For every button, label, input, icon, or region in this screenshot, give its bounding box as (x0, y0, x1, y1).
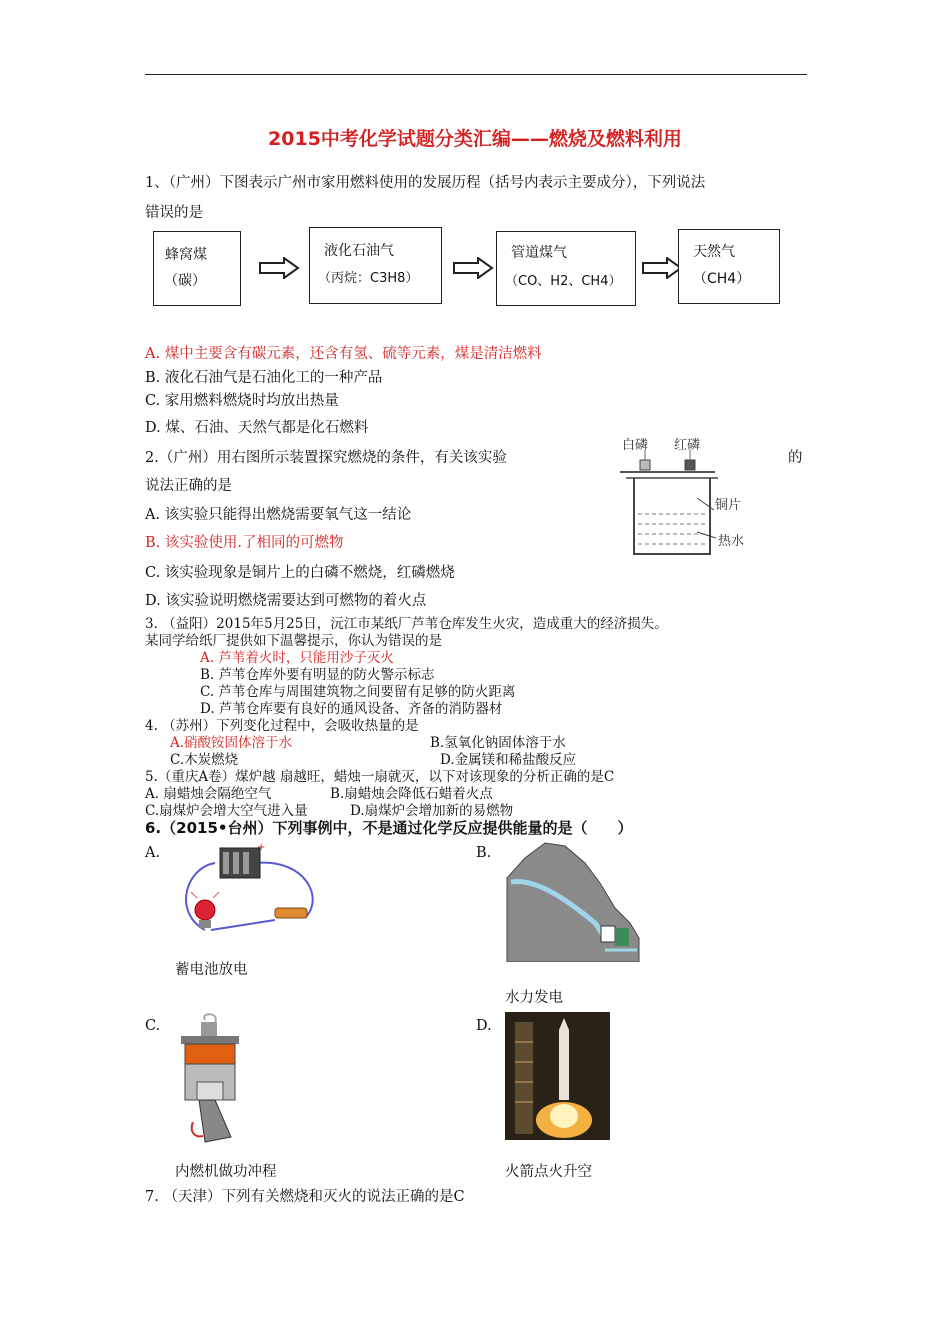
flow-box-honeycomb-coal (153, 231, 241, 306)
q1-option-a: A. 煤中主要含有碳元素，还含有氢、硫等元素，煤是清洁燃料 (145, 346, 542, 362)
q1-option-b: B. 液化石油气是石油化工的一种产品 (145, 370, 383, 386)
flow-name: 管道煤气 (511, 245, 567, 261)
q3-stem-line1: 3. （益阳）2015年5月25日，沅江市某纸厂芦苇仓库发生火灾，造成重大的经济损失。 (145, 616, 668, 632)
q4-option-b: B.氢氧化钠固体溶于水 (430, 735, 566, 751)
label-red-phosphorus: 红磷 (674, 438, 701, 453)
battery-discharge-figure (175, 838, 335, 938)
q6-caption-b: 水力发电 (505, 990, 563, 1006)
page-title: 2015中考化学试题分类汇编——燃烧及燃料利用 (268, 128, 682, 150)
engine-figure (175, 1012, 245, 1147)
q2-option-b: B. 该实验使用.了相同的可燃物 (145, 535, 344, 551)
q6-letter-b: B. (476, 845, 492, 861)
q1-option-c: C. 家用燃料燃烧时均放出热量 (145, 393, 339, 409)
rocket-launch-figure (505, 1012, 610, 1140)
q5-option-b: B.扇蜡烛会降低石蜡着火点 (330, 786, 493, 802)
q3-option-c: C. 芦苇仓库与周围建筑物之间要留有足够的防火距离 (200, 684, 516, 700)
svg-text:+: + (257, 842, 266, 853)
flow-arrow-icon (452, 257, 494, 279)
q5-stem: 5.（重庆A卷）煤炉越 扇越旺，蜡烛一扇就灭，以下对该现象的分析正确的是C (145, 769, 615, 785)
q6-caption-c: 内燃机做功冲程 (175, 1164, 277, 1180)
q6-letter-c: C. (145, 1018, 161, 1034)
battery-circuit-icon (175, 838, 335, 938)
q1-stem-line2: 错误的是 (145, 205, 203, 221)
q7-stem: 7. （天津）下列有关燃烧和灭火的说法正确的是C (145, 1189, 465, 1205)
rocket-launch-icon (505, 1012, 610, 1140)
label-white-phosphorus: 白磷 (622, 438, 649, 453)
q2-option-a: A. 该实验只能得出燃烧需要氧气这一结论 (145, 507, 412, 523)
q3-option-d: D. 芦苇仓库要有良好的通风设备、齐备的消防器材 (200, 701, 503, 717)
q4-option-c: C.木炭燃烧 (170, 752, 239, 768)
q6-stem: 6.（2015•台州）下列事例中，不是通过化学反应提供能量的是（ ） (145, 819, 633, 837)
q5-option-d: D.扇煤炉会增加新的易燃物 (350, 803, 514, 819)
piston-engine-icon (175, 1012, 245, 1147)
q4-option-a: A.硝酸铵固体溶于水 (170, 735, 293, 751)
q6-caption-d: 火箭点火升空 (505, 1164, 592, 1180)
q4-option-d: D.金属镁和稀盐酸反应 (440, 752, 577, 768)
header-rule (145, 74, 807, 75)
flow-name: 液化石油气 (324, 243, 394, 259)
flow-box-natural-gas (678, 229, 780, 304)
q4-stem: 4. （苏州）下列变化过程中，会吸收热量的是 (145, 718, 419, 734)
q3-stem-line2: 某同学给纸厂提供如下温馨提示，你认为错误的是 (145, 633, 442, 649)
q3-option-b: B. 芦苇仓库外要有明显的防火警示标志 (200, 667, 435, 683)
q2-stem-line1: 2.（广州）用右图所示装置探究燃烧的条件，有关该实验 (145, 450, 507, 466)
q1-option-d: D. 煤、石油、天然气都是化石燃料 (145, 420, 369, 436)
q6-letter-a: A. (145, 845, 161, 861)
flow-box-pipe-gas (496, 231, 636, 306)
flow-name: 天然气 (693, 244, 735, 260)
flow-arrow-icon (258, 257, 300, 279)
flow-component: （碳） (164, 273, 206, 289)
flow-name: 蜂窝煤 (165, 247, 207, 263)
flow-arrow-icon (641, 257, 683, 279)
combustion-apparatus-figure (612, 430, 772, 570)
flow-component: （CO、H2、CH4） (505, 274, 622, 289)
q2-option-d: D. 该实验说明燃烧需要达到可燃物的着火点 (145, 593, 427, 609)
q2-stem-tail: 的 (788, 450, 803, 466)
label-hot-water: 热水 (718, 534, 745, 549)
q6-letter-d: D. (476, 1018, 492, 1034)
q5-option-c: C.扇煤炉会增大空气进入量 (145, 803, 308, 819)
hydropower-figure (505, 838, 641, 962)
q2-stem-line2: 说法正确的是 (145, 478, 232, 494)
flow-box-lpg (309, 227, 442, 304)
q5-option-a: A. 扇蜡烛会隔绝空气 (145, 786, 272, 802)
q3-option-a: A. 芦苇着火时，只能用沙子灭火 (200, 650, 394, 666)
label-copper-sheet: 铜片 (715, 498, 742, 513)
flow-component: （CH4） (693, 271, 751, 287)
q6-caption-a: 蓄电池放电 (175, 962, 248, 978)
q2-option-c: C. 该实验现象是铜片上的白磷不燃烧，红磷燃烧 (145, 565, 455, 581)
q1-stem-line1: 1、（广州）下图表示广州市家用燃料使用的发展历程（括号内表示主要成分），下列说法 (145, 175, 706, 191)
hydropower-dam-icon (505, 838, 641, 962)
flow-component: （丙烷：C3H8） (318, 271, 419, 286)
